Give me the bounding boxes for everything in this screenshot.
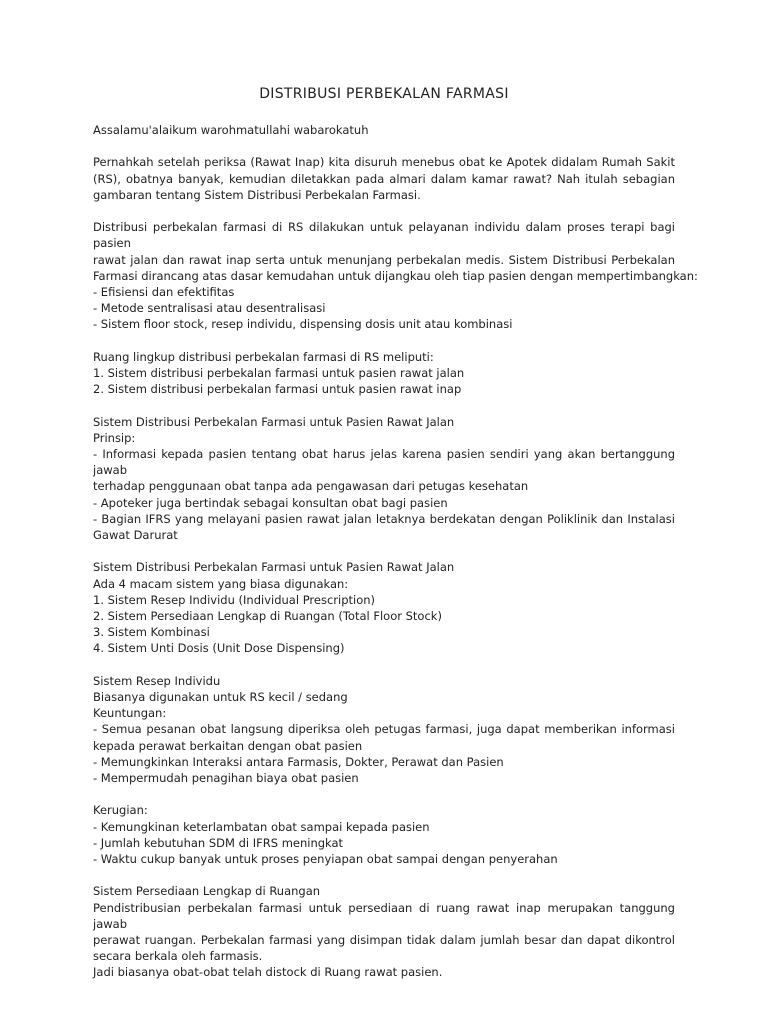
text-line: rawat jalan dan rawat inap serta untuk menunjang perbekalan medis. Sistem Distribusi Perbekalan bbox=[93, 252, 675, 267]
text-line: terhadap penggunaan obat tanpa ada pengawasan dari petugas kesehatan bbox=[93, 479, 529, 494]
paragraph-individual-prescription bbox=[93, 673, 675, 786]
section-heading: Sistem Resep Individu bbox=[93, 673, 221, 688]
list-item: - Metode sentralisasi atau desentralisasi bbox=[93, 301, 326, 316]
list-item: - Mempermudah penagihan biaya obat pasien bbox=[93, 771, 359, 786]
list-item: 2. Sistem distribusi perbekalan farmasi untuk pasien rawat inap bbox=[93, 382, 462, 397]
list-item: - Efisiensi dan efektifitas bbox=[93, 285, 235, 299]
list-item: 1. Sistem distribusi perbekalan farmasi untuk pasien rawat jalan bbox=[93, 366, 465, 380]
text-line: Pernahkah setelah periksa (Rawat Inap) kita disuruh menebus obat ke Apotek didalam Rumah Sakit bbox=[93, 155, 675, 170]
list-item: - Apoteker juga bertindak sebagai konsultan obat bagi pasien bbox=[93, 495, 448, 510]
paragraph-greeting bbox=[93, 122, 675, 138]
paragraph-scope bbox=[93, 349, 675, 398]
paragraph-floor-stock bbox=[93, 883, 675, 980]
list-item: 3. Sistem Kombinasi bbox=[93, 625, 210, 640]
text-line: Ada 4 macam sistem yang biasa digunakan: bbox=[93, 576, 349, 591]
paragraph-definition bbox=[93, 219, 698, 332]
text-line: perawat ruangan. Perbekalan farmasi yang disimpan tidak dalam jumlah besar dan dapat dikontrol bbox=[93, 933, 675, 948]
list-item: - Kemungkinan keterlambatan obat sampai kepada pasien bbox=[93, 819, 430, 834]
paragraph-disadvantages bbox=[93, 802, 675, 867]
paragraph-intro bbox=[93, 154, 675, 203]
text-line: Kerugian: bbox=[93, 803, 148, 818]
list-item: - Informasi kepada pasien tentang obat harus jelas karena pasien sendiri yang akan bertanggung jawab bbox=[93, 447, 675, 478]
text-line: secara berkala oleh farmasis. bbox=[93, 949, 263, 964]
paragraph-systems bbox=[93, 559, 675, 656]
text-line: Jadi biasanya obat-obat telah distock di Ruang rawat pasien. bbox=[93, 965, 443, 980]
list-item: - Sistem floor stock, resep individu, dispensing dosis unit atau kombinasi bbox=[93, 317, 513, 332]
list-item: 4. Sistem Unti Dosis (Unit Dose Dispensing) bbox=[93, 641, 345, 656]
list-item: - Bagian IFRS yang melayani pasien rawat jalan letaknya berdekatan dengan Poliklinik dan Instalasi bbox=[93, 511, 675, 526]
list-item: - Memungkinkan Interaksi antara Farmasis, Dokter, Perawat dan Pasien bbox=[93, 754, 504, 769]
section-heading: Sistem Distribusi Perbekalan Farmasi untuk Pasien Rawat Jalan bbox=[93, 414, 455, 429]
text-line: kepada perawat berkaitan dengan obat pasien bbox=[93, 738, 363, 753]
text-line: Pendistribusian perbekalan farmasi untuk persediaan di ruang rawat inap merupakan tanggung jawab bbox=[93, 900, 675, 931]
text-line: Distribusi perbekalan farmasi di RS dilakukan untuk pelayanan individu dalam proses terapi bagi pasien bbox=[93, 220, 675, 251]
text-line: Ruang lingkup distribusi perbekalan farmasi di RS meliputi: bbox=[93, 349, 434, 364]
text-line: Keuntungan: bbox=[93, 706, 167, 721]
paragraph-outpatient-principles bbox=[93, 414, 675, 544]
section-heading: Sistem Distribusi Perbekalan Farmasi untuk Pasien Rawat Jalan bbox=[93, 560, 455, 575]
text-line: Assalamu'alaikum warohmatullahi wabarokatuh bbox=[93, 123, 369, 137]
text-line: Farmasi dirancang atas dasar kemudahan untuk dijangkau oleh tiap pasien dengan mempertimbangkan: bbox=[93, 268, 698, 283]
list-item: - Semua pesanan obat langsung diperiksa oleh petugas farmasi, juga dapat memberikan informasi bbox=[93, 722, 675, 737]
text-line: (RS), obatnya banyak, kemudian diletakkan pada almari dalam kamar rawat? Nah itulah sebagian bbox=[93, 171, 675, 186]
text-line: Prinsip: bbox=[93, 430, 136, 445]
section-heading: Sistem Persediaan Lengkap di Ruangan bbox=[93, 884, 321, 899]
text-line: gambaran tentang Sistem Distribusi Perbekalan Farmasi. bbox=[93, 187, 421, 202]
document-title: DISTRIBUSI PERBEKALAN FARMASI bbox=[259, 86, 509, 102]
text-line: Biasanya digunakan untuk RS kecil / sedang bbox=[93, 690, 348, 705]
list-item: 1. Sistem Resep Individu (Individual Prescription) bbox=[93, 592, 376, 607]
list-item: - Jumlah kebutuhan SDM di IFRS meningkat bbox=[93, 835, 344, 850]
list-item: - Waktu cukup banyak untuk proses penyiapan obat sampai dengan penyerahan bbox=[93, 852, 558, 867]
list-item: 2. Sistem Persediaan Lengkap di Ruangan (Total Floor Stock) bbox=[93, 609, 442, 624]
document-body bbox=[93, 122, 698, 997]
text-line: Gawat Darurat bbox=[93, 528, 178, 543]
